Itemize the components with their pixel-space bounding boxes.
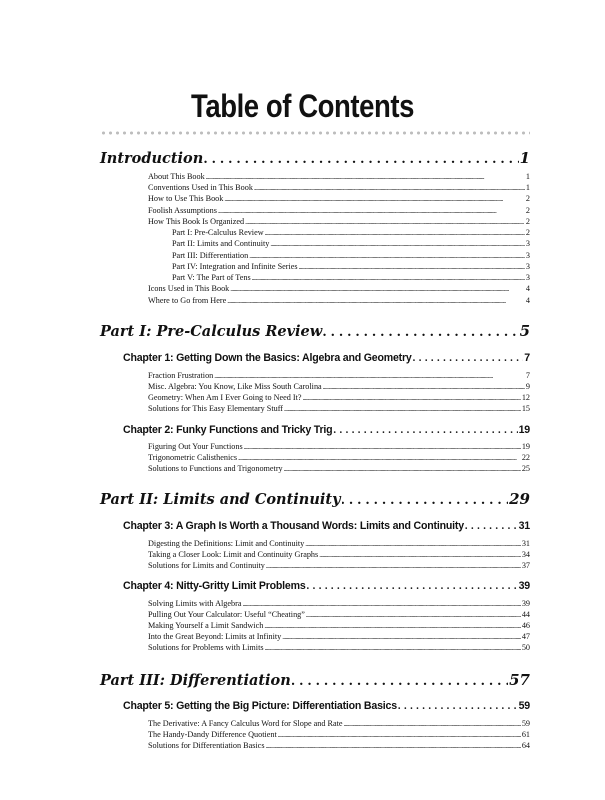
section-title: How to Use This Book (148, 194, 224, 203)
toc-subsection[interactable] (172, 272, 530, 283)
chapter-title: Chapter 1: Getting Down the Basics: Algebra and Geometry (123, 352, 412, 364)
page-number: 7 (525, 371, 530, 380)
toc-section[interactable] (148, 452, 530, 463)
dot-leader (204, 151, 518, 168)
page-number: 1 (525, 172, 530, 181)
toc-section[interactable] (148, 193, 530, 204)
part-title: Introduction (100, 150, 204, 167)
section-title: The Derivative: A Fancy Calculus Word for Slope and Rate (148, 719, 343, 728)
page-number: 2 (525, 194, 530, 203)
page-number: 64 (521, 741, 530, 750)
page-number: 61 (521, 730, 530, 739)
section-title: Into the Great Beyond: Limits at Infinity (148, 632, 282, 641)
dot-leader (342, 492, 509, 509)
dot-leader (227, 295, 525, 307)
chapter-title: Chapter 4: Nitty-Gritty Limit Problems (123, 580, 306, 592)
page-title: Table of Contents (190, 88, 415, 124)
dot-leader (323, 324, 518, 341)
page-number: 46 (521, 621, 530, 630)
part-title: Part II: Limits and Continuity (100, 491, 341, 508)
toc-section[interactable] (148, 642, 530, 653)
section-title: Solutions for This Easy Elementary Stuff (148, 404, 284, 413)
section-title: Pulling Out Your Calculator: Useful “Cheating” (148, 610, 305, 619)
page-number: 2 (525, 228, 530, 237)
toc-section[interactable] (148, 441, 530, 452)
page-number: 47 (521, 632, 530, 641)
dot-leader (413, 353, 524, 364)
toc-chapter[interactable] (123, 700, 530, 716)
toc-chapter[interactable] (123, 580, 530, 596)
section-title: Part I: Pre-Calculus Review (172, 228, 264, 237)
page-number: 9 (525, 382, 530, 391)
page-number: 39 (518, 580, 530, 592)
section-title: Solutions for Differentiation Basics (148, 741, 265, 750)
page-number: 2 (525, 206, 530, 215)
page-number: 22 (521, 453, 530, 462)
toc-introduction[interactable] (100, 149, 530, 171)
toc-section[interactable] (148, 740, 530, 751)
section-title: Part II: Limits and Continuity (172, 239, 270, 248)
toc-section[interactable] (148, 560, 530, 571)
toc-chapter[interactable] (123, 424, 530, 440)
section-title: Figuring Out Your Functions (148, 442, 243, 451)
page-number: 4 (525, 284, 530, 293)
section-title: Part IV: Integration and Infinite Series (172, 262, 298, 271)
page-number: 34 (521, 550, 530, 559)
toc-section[interactable] (148, 609, 530, 620)
toc-chapter[interactable] (123, 520, 530, 536)
page-number: 59 (518, 700, 530, 712)
page-number: 1 (525, 183, 530, 192)
page-number: 39 (521, 599, 530, 608)
dot-leader (398, 701, 518, 712)
chapter-title: Chapter 5: Getting the Big Picture: Differentiation Basics (123, 700, 397, 712)
page-number: 12 (521, 393, 530, 402)
dot-leader (284, 403, 521, 415)
toc-chapter[interactable] (123, 352, 530, 368)
section-title: Where to Go from Here (148, 296, 227, 305)
section-title: The Handy-Dandy Difference Quotient (148, 730, 277, 739)
toc-section[interactable] (148, 620, 530, 631)
part-title: Part III: Differentiation (100, 672, 291, 689)
section-title: Part V: The Part of Tens (172, 273, 251, 282)
toc-part[interactable] (100, 490, 530, 512)
toc-section[interactable] (148, 549, 530, 560)
toc-section[interactable] (148, 392, 530, 403)
section-title: Making Yourself a Limit Sandwich (148, 621, 264, 630)
toc-part[interactable] (100, 671, 530, 693)
page-number: 7 (524, 352, 530, 364)
section-title: Part III: Differentiation (172, 251, 249, 260)
toc-section[interactable] (148, 216, 530, 227)
chapter-title: Chapter 2: Funky Functions and Tricky Trig (123, 424, 333, 436)
toc-section[interactable] (148, 205, 530, 216)
section-title: Fraction Frustration (148, 371, 214, 380)
section-title: Conventions Used in This Book (148, 183, 253, 192)
toc-section[interactable] (148, 182, 530, 193)
section-title: Solving Limits with Algebra (148, 599, 242, 608)
section-title: How This Book Is Organized (148, 217, 245, 226)
page-number: 4 (525, 296, 530, 305)
section-title: Misc. Algebra: You Know, Like Miss South Carolina (148, 382, 322, 391)
section-title: Digesting the Definitions: Limit and Continuity (148, 539, 305, 548)
section-title: Solutions for Problems with Limits (148, 643, 264, 652)
toc-section[interactable] (148, 631, 530, 642)
section-title: Taking a Closer Look: Limit and Continuity Graphs (148, 550, 319, 559)
dot-leader (270, 238, 525, 250)
dot-leader (284, 463, 521, 475)
page-number: 2 (525, 217, 530, 226)
page-number: 15 (521, 404, 530, 413)
dot-leader (266, 560, 521, 572)
page-number: 50 (521, 643, 530, 652)
chapter-title: Chapter 3: A Graph Is Worth a Thousand Words: Limits and Continuity (123, 520, 464, 532)
page-number: 1 (519, 149, 530, 167)
page-number: 44 (521, 610, 530, 619)
section-title: Icons Used in This Book (148, 284, 230, 293)
page-number: 29 (509, 490, 530, 508)
toc-section[interactable] (148, 538, 530, 549)
dot-leader (292, 673, 508, 690)
page-number: 31 (518, 520, 530, 532)
section-title: Trigonometric Calisthenics (148, 453, 238, 462)
toc-section[interactable] (148, 729, 530, 740)
dot-leader (307, 581, 518, 592)
toc-section[interactable] (148, 718, 530, 729)
page-number: 57 (509, 671, 530, 689)
page-number: 5 (519, 322, 530, 340)
toc-section[interactable] (148, 171, 530, 182)
dot-leader (224, 193, 525, 205)
page-number: 59 (521, 719, 530, 728)
toc-section[interactable] (148, 403, 530, 414)
toc-section[interactable] (148, 295, 530, 306)
section-title: Geometry: When Am I Ever Going to Need It? (148, 393, 302, 402)
dot-leader (333, 425, 517, 436)
toc-section[interactable] (148, 381, 530, 392)
dot-leader (265, 642, 521, 654)
section-title: Solutions to Functions and Trigonometry (148, 464, 283, 473)
dot-leader (266, 740, 521, 752)
toc-section[interactable] (148, 463, 530, 474)
toc-subsection[interactable] (172, 227, 530, 238)
dot-leader (230, 283, 525, 295)
section-title: Foolish Assumptions (148, 206, 217, 215)
page-number: 3 (525, 239, 530, 248)
toc-subsection[interactable] (172, 238, 530, 249)
part-title: Part I: Pre-Calculus Review (100, 323, 323, 340)
page-number: 31 (521, 539, 530, 548)
toc-section[interactable] (148, 598, 530, 609)
page-number: 19 (521, 442, 530, 451)
page-number: 3 (525, 262, 530, 271)
section-title: About This Book (148, 172, 205, 181)
page-number: 3 (525, 273, 530, 282)
toc-section[interactable] (148, 283, 530, 294)
toc-section[interactable] (148, 370, 530, 381)
page-number: 37 (521, 561, 530, 570)
page-number: 3 (525, 251, 530, 260)
toc-subsection[interactable] (172, 250, 530, 261)
toc-part[interactable] (100, 322, 530, 344)
dot-leader (465, 521, 518, 532)
toc-subsection[interactable] (172, 261, 530, 272)
page-number: 19 (518, 424, 530, 436)
page-number: 25 (521, 464, 530, 473)
section-title: Solutions for Limits and Continuity (148, 561, 265, 570)
